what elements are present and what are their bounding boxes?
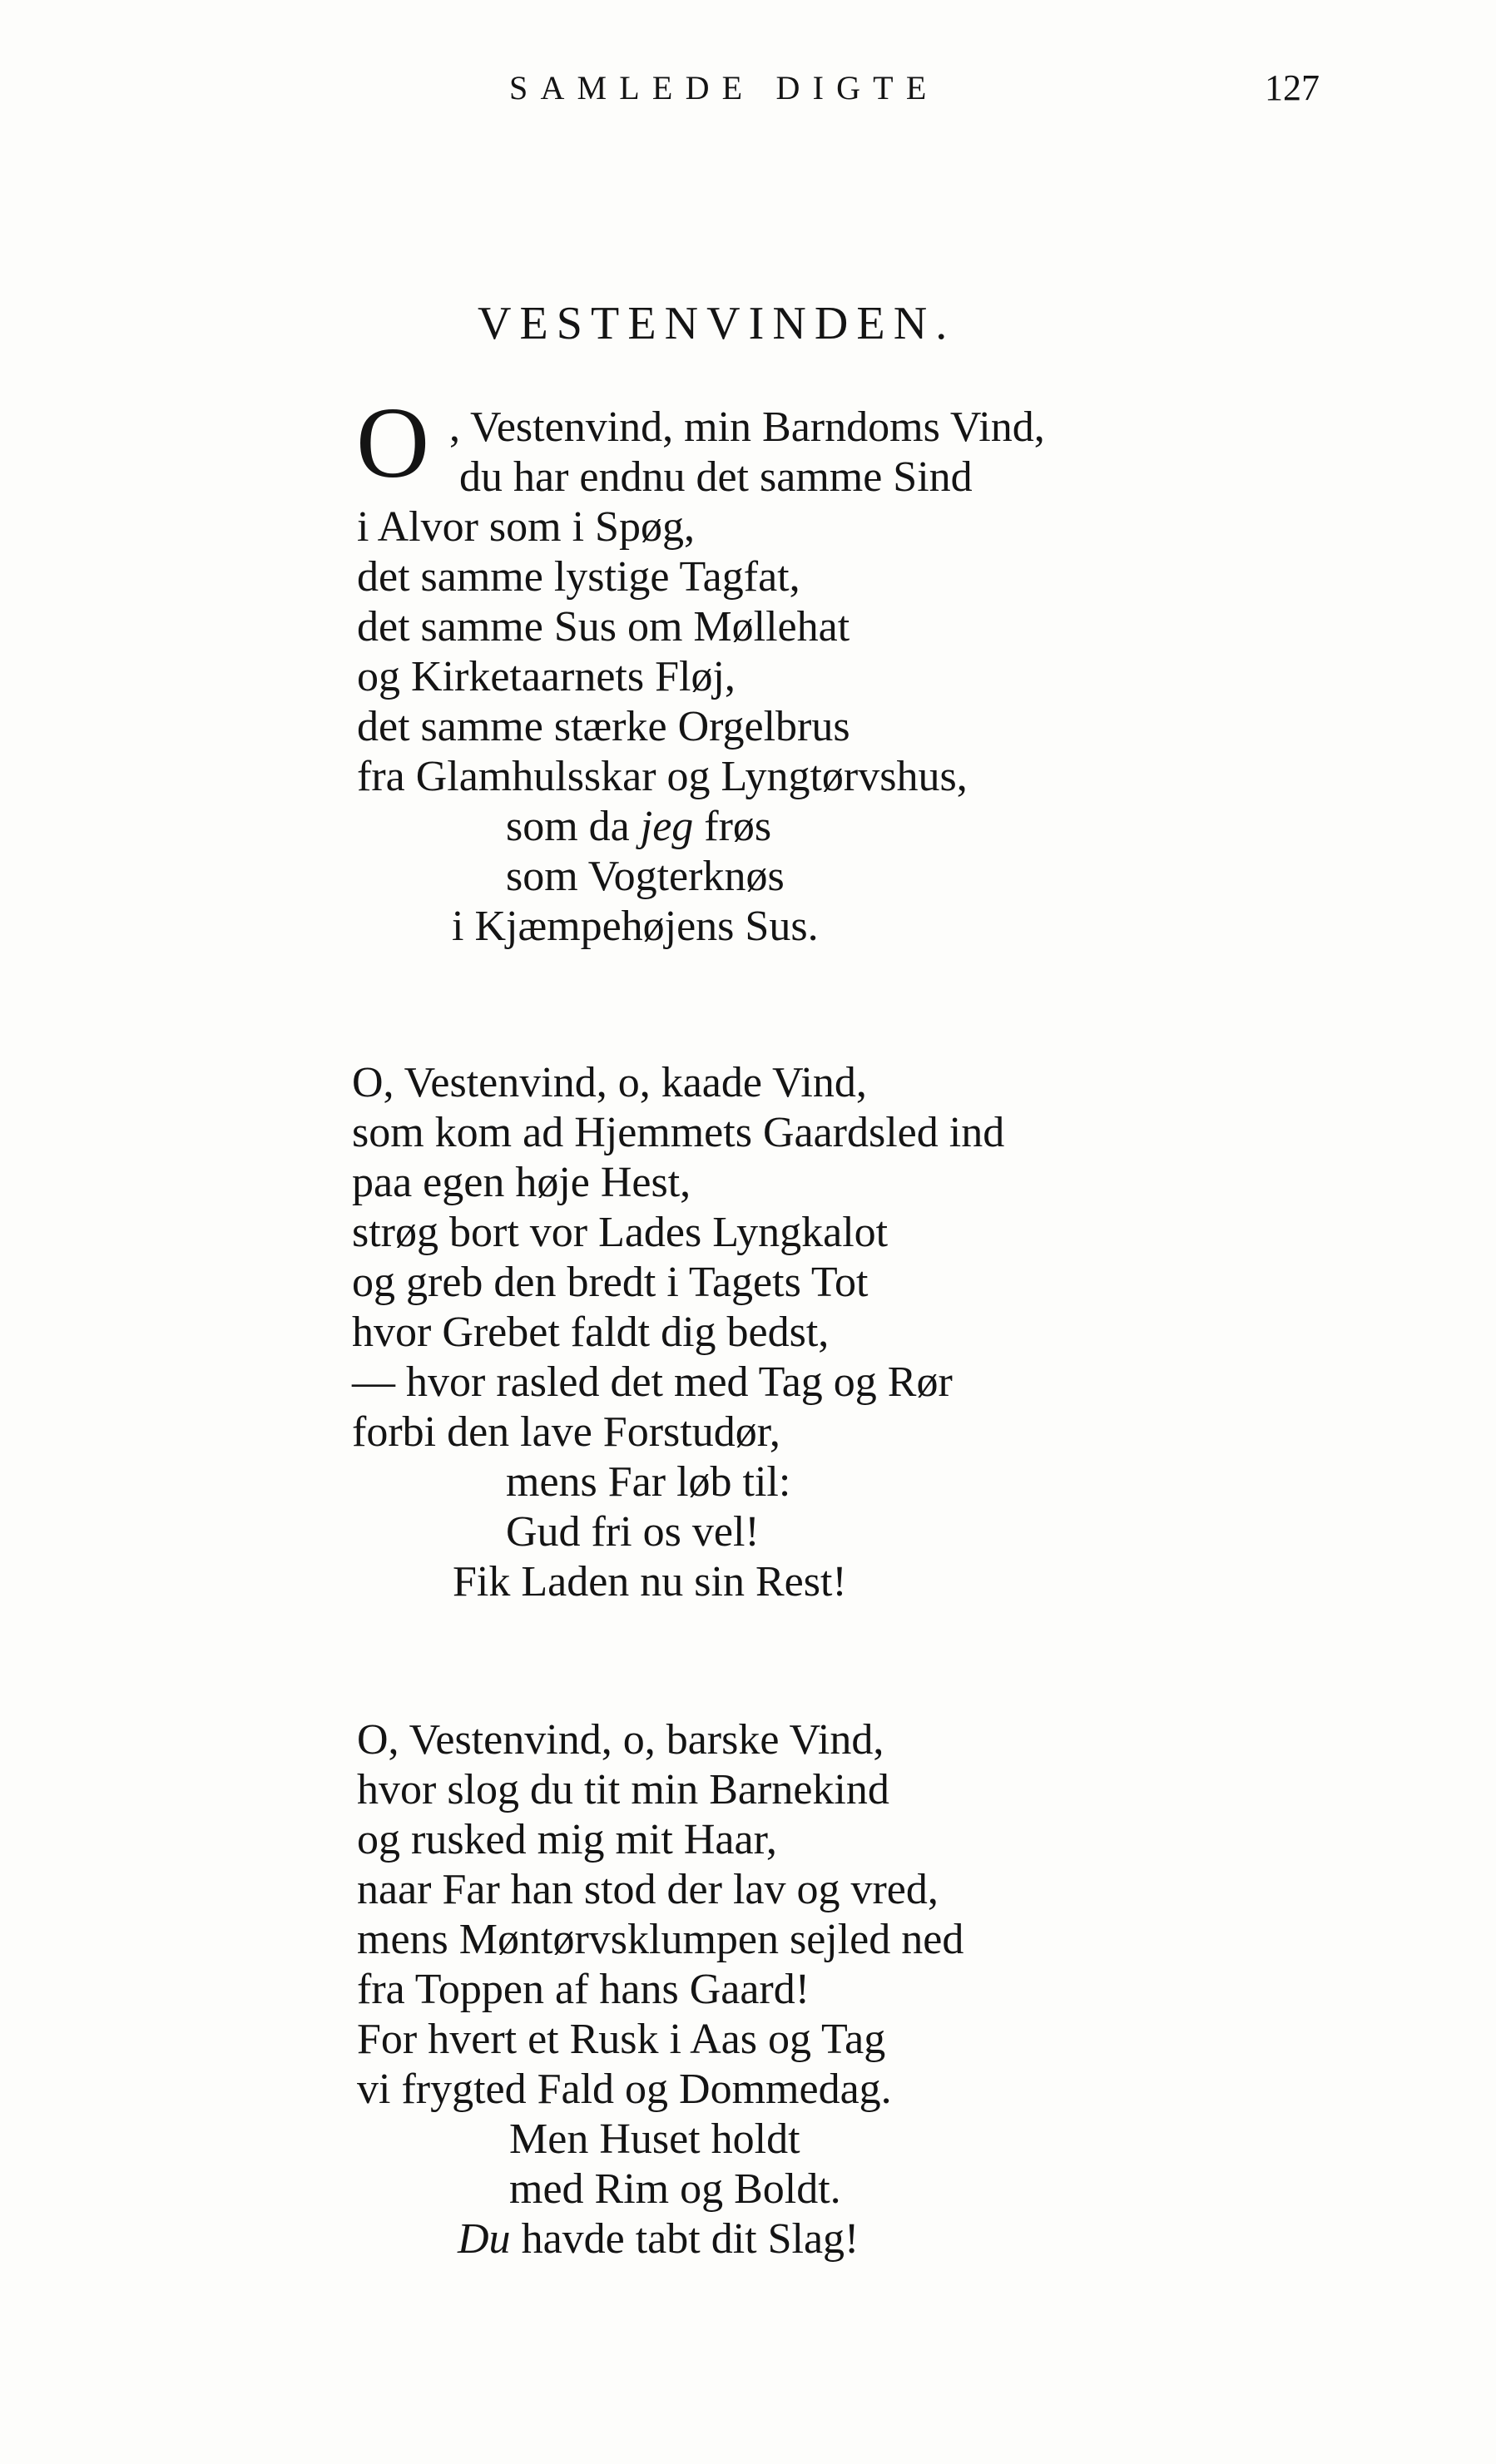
running-head: SAMLEDE DIGTE [509, 69, 939, 106]
verse-line: paa egen høje Hest, [352, 1159, 691, 1206]
verse-line: og greb den bredt i Tagets Tot [352, 1259, 869, 1306]
verse-line: hvor Grebet faldt dig bedst, [352, 1309, 830, 1356]
verse-line: Fik Laden nu sin Rest! [453, 1558, 847, 1606]
verse-line: og rusked mig mit Haar, [357, 1816, 777, 1863]
verse-line: det samme stærke Orgelbrus [357, 703, 850, 750]
verse-line: hvor slog du tit min Barnekind [357, 1766, 889, 1813]
drop-cap: O [356, 387, 430, 499]
verse-line: du har endnu det samme Sind [459, 453, 973, 501]
verse-text: som da [506, 803, 641, 850]
verse-line: O, Vestenvind, o, barske Vind, [357, 1716, 884, 1764]
verse-line: fra Toppen af hans Gaard! [357, 1966, 810, 2013]
verse-line: i Alvor som i Spøg, [357, 503, 695, 551]
verse-line: som Vogterknøs [506, 853, 785, 900]
verse-line: som kom ad Hjemmets Gaardsled ind [352, 1109, 1005, 1156]
verse-line [458, 2214, 859, 2264]
page-number: 127 [1265, 67, 1320, 108]
verse-line: Gud fri os vel! [506, 1508, 760, 1556]
verse-line: i Kjæmpehøjens Sus. [452, 903, 819, 950]
verse-line: For hvert et Rusk i Aas og Tag [357, 2016, 886, 2063]
emphasis-text: Du [458, 2215, 511, 2263]
verse-line: fra Glamhulsskar og Lyngtørvshus, [357, 753, 968, 800]
verse-line: det samme Sus om Møllehat [357, 603, 850, 651]
verse-line: — hvor rasled det med Tag og Rør [352, 1358, 953, 1406]
verse-line: O, Vestenvind, o, kaade Vind, [352, 1059, 867, 1106]
poem-title: VESTENVINDEN. [478, 298, 956, 349]
emphasis-text: jeg [640, 803, 694, 850]
verse-line: vi frygted Fald og Dommedag. [357, 2066, 892, 2113]
verse-text: frøs [693, 803, 772, 850]
verse-line: mens Far løb til: [506, 1458, 791, 1506]
verse-line: mens Møntørvsklumpen sejled ned [357, 1916, 964, 1963]
verse-line: naar Far han stod der lav og vred, [357, 1866, 939, 1913]
verse-text: havde tabt dit Slag! [510, 2215, 859, 2263]
verse-line: forbi den lave Forstudør, [352, 1408, 780, 1456]
verse-line: strøg bort vor Lades Lyngkalot [352, 1209, 889, 1256]
verse-line: med Rim og Boldt. [509, 2165, 841, 2213]
verse-line: Men Huset holdt [509, 2115, 800, 2163]
verse-line: det samme lystige Tagfat, [357, 553, 800, 601]
verse-line [506, 802, 771, 852]
verse-line: , Vestenvind, min Barndoms Vind, [449, 403, 1045, 451]
verse-line: og Kirketaarnets Fløj, [357, 653, 736, 700]
